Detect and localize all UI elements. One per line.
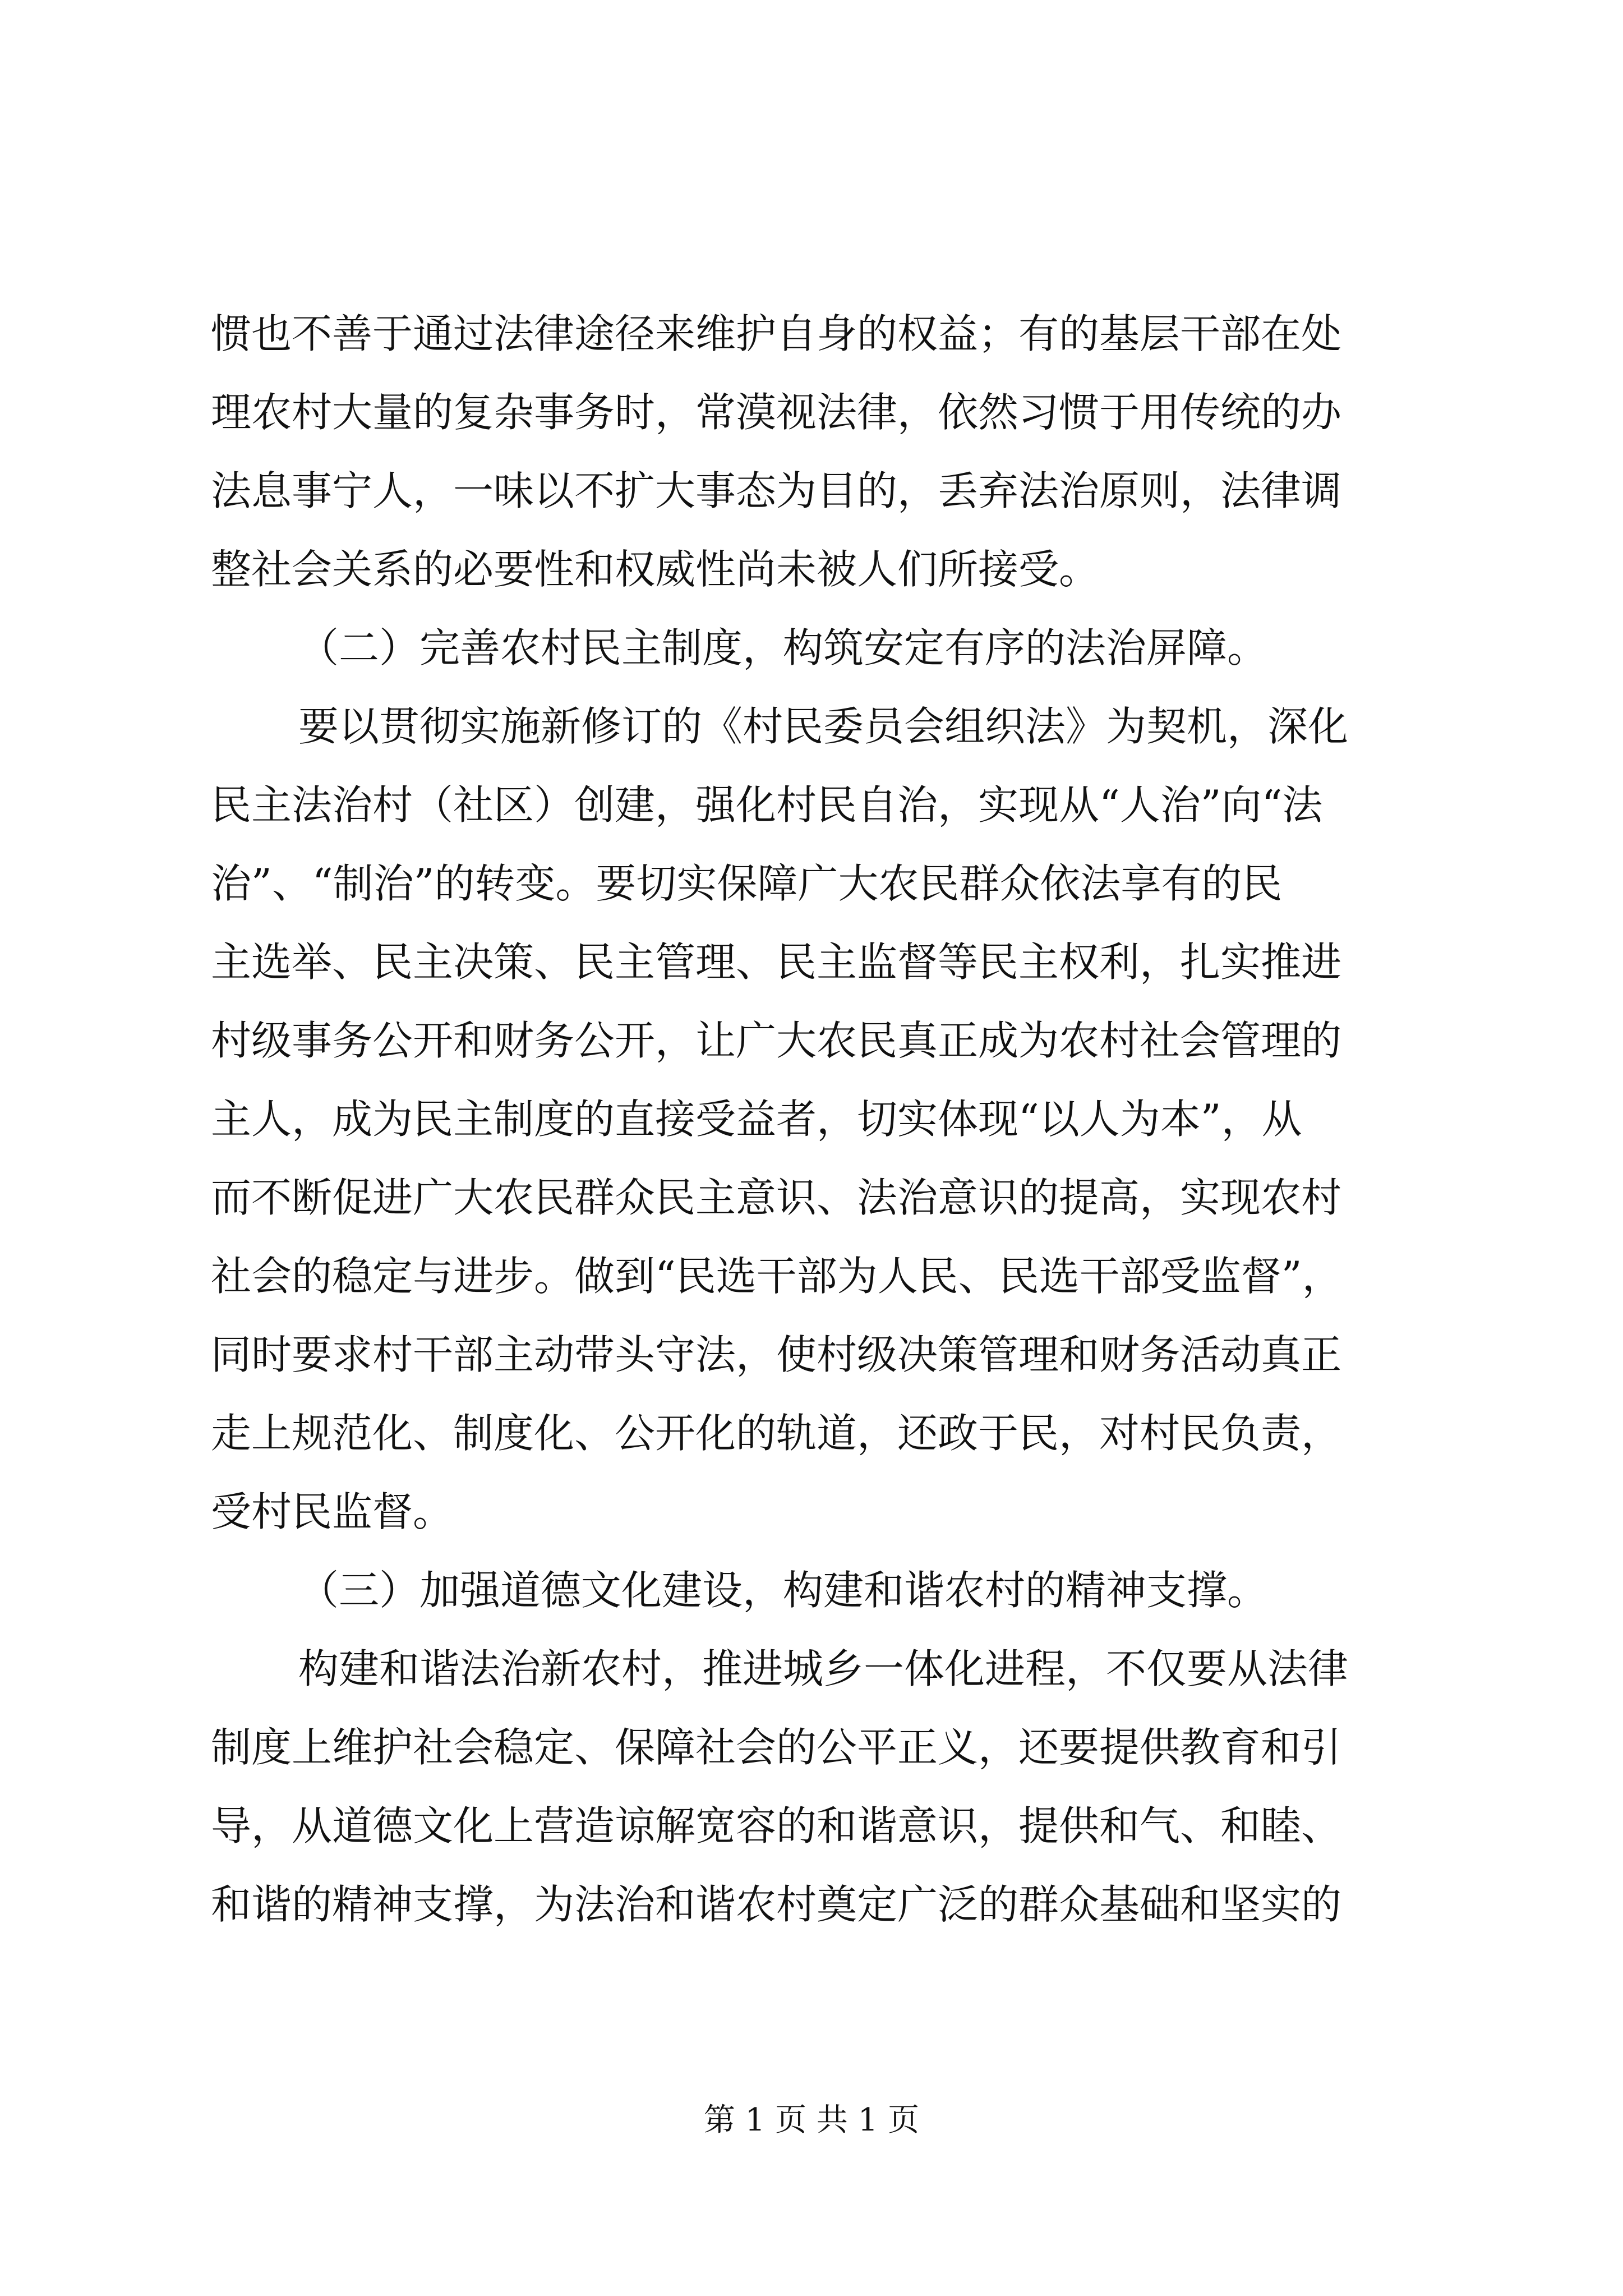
- body-line: 法息事宁人，一味以不扩大事态为目的，丢弃法治原则，法律调: [211, 467, 1342, 514]
- body-line: 和谐的精神支撑，为法治和谐农村奠定广泛的群众基础和坚实的: [211, 1881, 1342, 1928]
- body-line: 制度上维护社会稳定、保障社会的公平正义，还要提供教育和引: [211, 1724, 1342, 1771]
- body-line: 受村民监督。: [211, 1488, 454, 1535]
- body-line: 理农村大量的复杂事务时，常漠视法律，依然习惯于用传统的办: [211, 389, 1342, 436]
- body-line: 惯也不善于通过法律途径来维护自身的权益；有的基层干部在处: [211, 310, 1342, 357]
- body-line: 构建和谐法治新农村，推进城乡一体化进程，不仅要从法律: [298, 1645, 1349, 1692]
- body-line: 主人，成为民主制度的直接受益者，切实体现“以人为本”，从: [211, 1096, 1302, 1143]
- body-line: 社会的稳定与进步。做到“民选干部为人民、民选干部受监督”，: [211, 1253, 1343, 1300]
- section-heading: （三）加强道德文化建设，构建和谐农村的精神支撑。: [298, 1567, 1268, 1614]
- body-line: 整社会关系的必要性和权威性尚未被人们所接受。: [211, 546, 1100, 593]
- body-line: 走上规范化、制度化、公开化的轨道，还政于民，对村民负责，: [211, 1410, 1342, 1457]
- body-line: 同时要求村干部主动带头守法，使村级决策管理和财务活动真正: [211, 1331, 1342, 1378]
- body-line: 而不断促进广大农民群众民主意识、法治意识的提高，实现农村: [211, 1174, 1342, 1221]
- body-line: 导，从道德文化上营造谅解宽容的和谐意识，提供和气、和睦、: [211, 1802, 1342, 1849]
- body-line: 主选举、民主决策、民主管理、民主监督等民主权利，扎实推进: [211, 938, 1342, 986]
- body-line: 治”、“制治”的转变。要切实保障广大农民群众依法享有的民: [211, 860, 1283, 907]
- body-line: 村级事务公开和财务公开，让广大农民真正成为农村社会管理的: [211, 1017, 1342, 1064]
- body-line: 民主法治村（社区）创建，强化村民自治，实现从“人治”向“法: [211, 781, 1323, 829]
- page-footer: 第 1 页 共 1 页: [703, 2102, 920, 2138]
- section-heading: （二）完善农村民主制度，构筑安定有序的法治屏障。: [298, 624, 1268, 671]
- body-line: 要以贯彻实施新修订的《村民委员会组织法》为契机，深化: [298, 703, 1349, 750]
